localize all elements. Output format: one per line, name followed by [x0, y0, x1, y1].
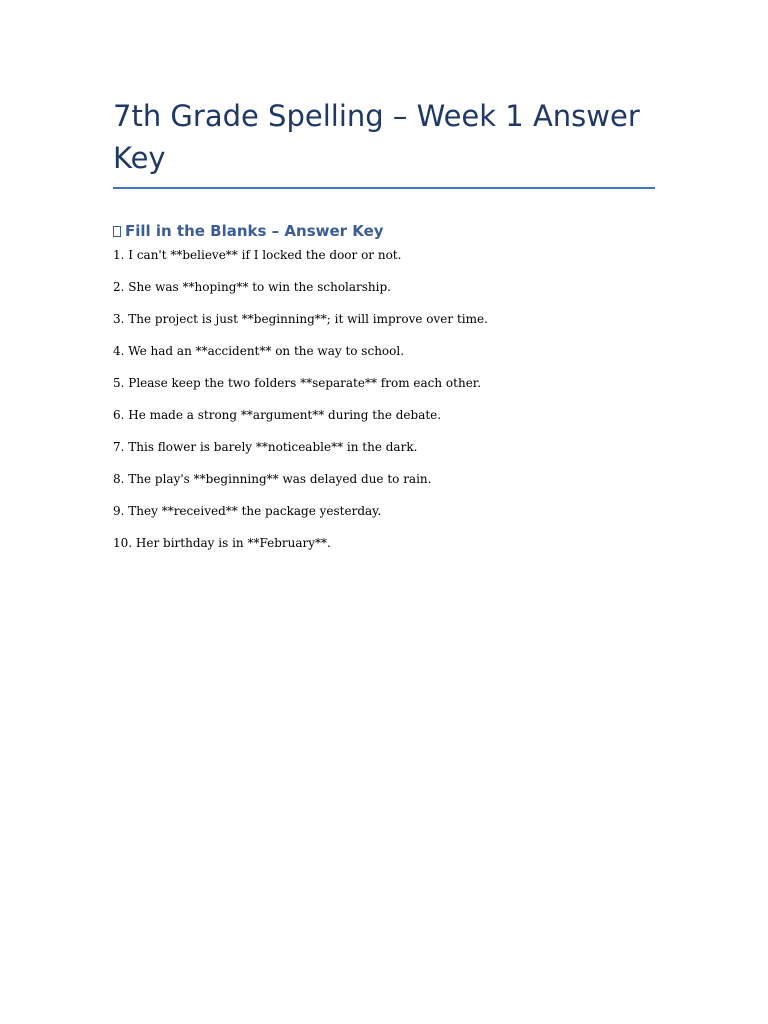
answer-item: 7. This flower is barely **noticeable** in the dark.	[113, 440, 418, 454]
section-heading-text: Fill in the Blanks – Answer Key	[125, 222, 384, 240]
answer-item: 8. The play's **beginning** was delayed due to rain.	[113, 472, 432, 486]
document-page	[113, 95, 655, 567]
answer-item: 4. We had an **accident** on the way to school.	[113, 344, 405, 358]
answer-item: 2. She was **hoping** to win the scholarship.	[113, 280, 391, 294]
answer-item: 10. Her birthday is in **February**.	[113, 536, 331, 550]
answer-list	[113, 247, 655, 551]
answer-item: 9. They **received** the package yesterday.	[113, 504, 382, 518]
answer-item: 6. He made a strong **argument** during the debate.	[113, 408, 442, 422]
missing-glyph-icon	[113, 226, 121, 237]
answer-item: 5. Please keep the two folders **separate** from each other.	[113, 376, 482, 390]
document-title: 7th Grade Spelling – Week 1 Answer Key	[113, 95, 655, 189]
answer-item: 1. I can't **believe** if I locked the door or not.	[113, 248, 402, 262]
answer-item: 3. The project is just **beginning**; it will improve over time.	[113, 312, 488, 326]
section-heading	[113, 221, 655, 241]
